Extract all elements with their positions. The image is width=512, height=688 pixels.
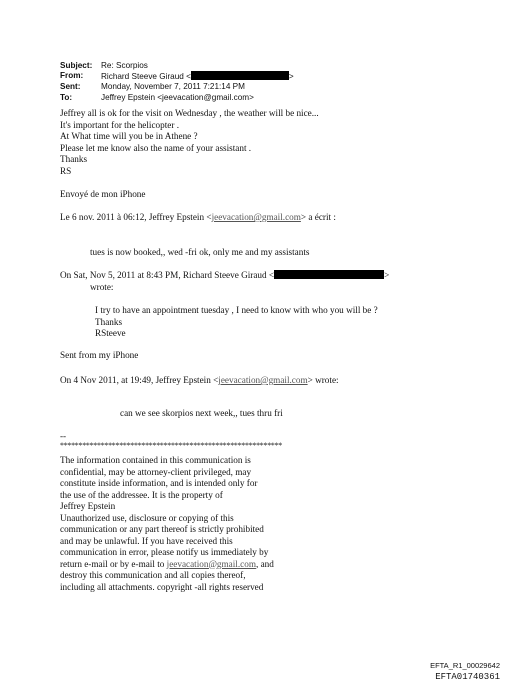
reply-line: I try to have an appointment tuesday , I need to know with who you will be ?: [95, 305, 378, 315]
quote-suffix: > wrote:: [307, 375, 339, 385]
quote-prefix: On Sat, Nov 5, 2011 at 8:43 PM, Richard Steeve Giraud <: [60, 270, 275, 280]
document-id: EFTA_R1_00029642: [430, 661, 500, 670]
quote-suffix: > a écrit :: [300, 212, 336, 222]
reply-text-3: can we see skorpios next week,, tues thru fri: [120, 408, 283, 418]
body-line: Please let me know also the name of your assistant .: [60, 142, 252, 153]
email-link[interactable]: jeevacation@gmail.com: [166, 558, 256, 569]
quote-prefix: Le 6 nov. 2011 à 06:12, Jeffrey Epstein <: [60, 212, 212, 222]
signature-iphone-fr: Envoyé de mon iPhone: [60, 189, 146, 199]
disclaimer-text: , and: [255, 558, 274, 569]
disclaimer-line: constitute inside information, and is intended only for: [60, 478, 258, 488]
subject-value: Re: Scorpios: [101, 61, 148, 70]
sent-label: Sent:: [60, 82, 81, 92]
email-link[interactable]: jeevacation@gmail.com: [211, 212, 301, 222]
redaction-box: [191, 71, 289, 80]
sent-value: Monday, November 7, 2011 7:21:14 PM: [101, 82, 245, 92]
to-value: Jeffrey Epstein <jeevacation@gmail.com>: [101, 92, 254, 102]
disclaimer-line: including all attachments. copyright -all rights reserved: [60, 581, 264, 592]
disclaimer-line: the use of the addressee. It is the property of: [60, 489, 223, 500]
to-label: To:: [60, 92, 73, 102]
disclaimer-line: destroy this communication and all copies thereof,: [60, 570, 246, 580]
disclaimer-line: [60, 559, 274, 571]
reply-line: Thanks: [95, 316, 123, 327]
quote-suffix: >: [384, 270, 390, 280]
subject-label: Subject:: [60, 61, 93, 70]
disclaimer-line: The information contained in this communication is: [60, 455, 251, 465]
quote-header-1: [60, 212, 336, 224]
from-tail: >: [288, 72, 294, 82]
body-line: At What time will you be in Athene ?: [60, 131, 198, 141]
disclaimer-text: return e-mail or by e-mail to: [60, 558, 167, 569]
quote-wrote: wrote:: [90, 281, 114, 292]
quote-prefix: On 4 Nov 2011, at 19:49, Jeffrey Epstein <: [60, 375, 219, 385]
body-line: It's important for the helicopter .: [60, 119, 180, 130]
reply-text-1: tues is now booked,, wed -fri ok, only me and my assistants: [90, 247, 310, 257]
signature-iphone-en: Sent from my iPhone: [60, 350, 139, 360]
from-value: [101, 71, 294, 82]
disclaimer-line: confidential, may be attorney-client privileged, may: [60, 466, 252, 477]
from-name: Richard Steeve Giraud <: [101, 72, 191, 82]
disclaimer-line: and may be unlawful. If you have received this: [60, 535, 233, 546]
from-label: From:: [60, 71, 84, 81]
redaction-box: [274, 270, 384, 279]
quote-header-2: [60, 270, 389, 282]
disclaimer-line: Unauthorized use, disclosure or copying of this: [60, 512, 234, 523]
bates-number: EFTA01740361: [435, 672, 500, 682]
body-line: Jeffrey all is ok for the visit on Wednesday , the weather will be nice...: [60, 108, 319, 118]
disclaimer-line: Jeffrey Epstein: [60, 501, 116, 511]
reply-line: RSteeve: [95, 328, 126, 338]
disclaimer-line: communication or any part thereof is strictly prohibited: [60, 524, 264, 534]
email-header: [60, 61, 294, 103]
quote-header-3: [60, 375, 339, 387]
body-line: RS: [60, 165, 72, 176]
stars-divider: ************************************************************: [60, 441, 283, 450]
body-line: Thanks: [60, 154, 88, 164]
email-link[interactable]: jeevacation@gmail.com: [218, 375, 308, 385]
signature-dashes: --: [60, 431, 67, 441]
disclaimer-line: communication in error, please notify us immediately by: [60, 547, 269, 557]
